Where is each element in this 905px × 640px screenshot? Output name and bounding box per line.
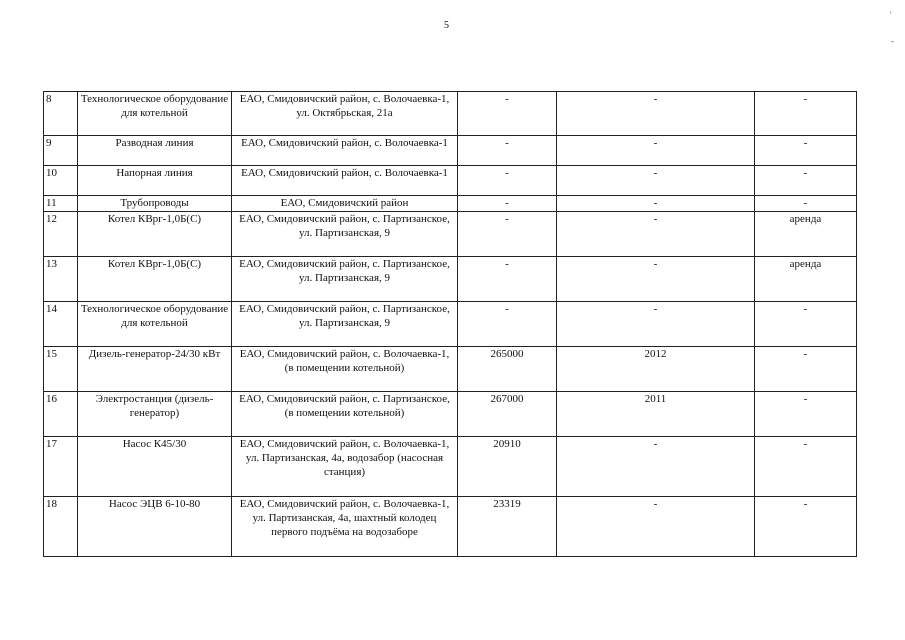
item-address: ЕАО, Смидовичский район, с. Партизанское, ул. Партизанская, 9 [232,257,458,302]
item-note: - [755,196,857,212]
row-number: 13 [44,257,78,302]
item-year: - [557,212,755,257]
item-cost: - [458,92,557,136]
item-address: ЕАО, Смидовичский район, с. Партизанское, (в помещении котельной) [232,392,458,437]
item-note: аренда [755,212,857,257]
item-cost: 20910 [458,437,557,497]
item-year: - [557,92,755,136]
item-address: ЕАО, Смидовичский район, с. Волочаевка-1, ул. Партизанская, 4а, шахтный колодец первого подъёма на водозаборе [232,497,458,557]
item-address: ЕАО, Смидовичский район, с. Партизанское, ул. Партизанская, 9 [232,212,458,257]
item-address: ЕАО, Смидовичский район, с. Волочаевка-1, ул. Партизанская, 4а, водозабор (насосная станция) [232,437,458,497]
item-note: - [755,166,857,196]
item-name: Технологическое оборудование для котельной [78,302,232,347]
row-number: 18 [44,497,78,557]
item-year: - [557,497,755,557]
item-note: - [755,92,857,136]
table-row [44,437,857,497]
item-name: Насос К45/30 [78,437,232,497]
item-name: Технологическое оборудование для котельной [78,92,232,136]
item-address: ЕАО, Смидовичский район [232,196,458,212]
item-note: - [755,302,857,347]
item-note: - [755,392,857,437]
item-year: - [557,136,755,166]
item-address: ЕАО, Смидовичский район, с. Волочаевка-1 [232,136,458,166]
item-name: Насос ЭЦВ 6-10-80 [78,497,232,557]
item-cost: - [458,196,557,212]
scan-mark: ' [890,10,892,20]
item-address: ЕАО, Смидовичский район, с. Волочаевка-1, ул. Октябрьская, 21а [232,92,458,136]
item-cost: 23319 [458,497,557,557]
item-cost: - [458,136,557,166]
item-cost: 267000 [458,392,557,437]
table-row [44,497,857,557]
row-number: 17 [44,437,78,497]
item-name: Трубопроводы [78,196,232,212]
item-note: - [755,497,857,557]
row-number: 11 [44,196,78,212]
item-year: - [557,257,755,302]
row-number: 10 [44,166,78,196]
property-registry-table [43,91,857,557]
row-number: 8 [44,92,78,136]
item-note: - [755,136,857,166]
table-row [44,302,857,347]
row-number: 9 [44,136,78,166]
row-number: 16 [44,392,78,437]
item-address: ЕАО, Смидовичский район, с. Волочаевка-1, (в помещении котельной) [232,347,458,392]
item-address: ЕАО, Смидовичский район, с. Партизанское, ул. Партизанская, 9 [232,302,458,347]
row-number: 15 [44,347,78,392]
row-number: 14 [44,302,78,347]
table-row [44,347,857,392]
item-year: - [557,302,755,347]
row-number: 12 [44,212,78,257]
item-name: Дизель-генератор-24/30 кВт [78,347,232,392]
table-row [44,136,857,166]
item-cost: - [458,302,557,347]
table-row [44,212,857,257]
item-cost: 265000 [458,347,557,392]
item-name: Котел КВрг-1,0Б(С) [78,257,232,302]
item-note: аренда [755,257,857,302]
item-year: 2012 [557,347,755,392]
table-row [44,392,857,437]
item-name: Электростанция (дизель-генератор) [78,392,232,437]
table-row [44,92,857,136]
item-address: ЕАО, Смидовичский район, с. Волочаевка-1 [232,166,458,196]
item-year: 2011 [557,392,755,437]
scan-mark: - [891,36,894,46]
item-cost: - [458,166,557,196]
item-year: - [557,437,755,497]
table-row [44,196,857,212]
item-year: - [557,196,755,212]
item-name: Котел КВрг-1,0Б(С) [78,212,232,257]
item-year: - [557,166,755,196]
item-name: Напорная линия [78,166,232,196]
item-note: - [755,347,857,392]
page-number: 5 [444,20,449,31]
table-row [44,257,857,302]
item-note: - [755,437,857,497]
item-cost: - [458,212,557,257]
item-cost: - [458,257,557,302]
table-row [44,166,857,196]
item-name: Разводная линия [78,136,232,166]
